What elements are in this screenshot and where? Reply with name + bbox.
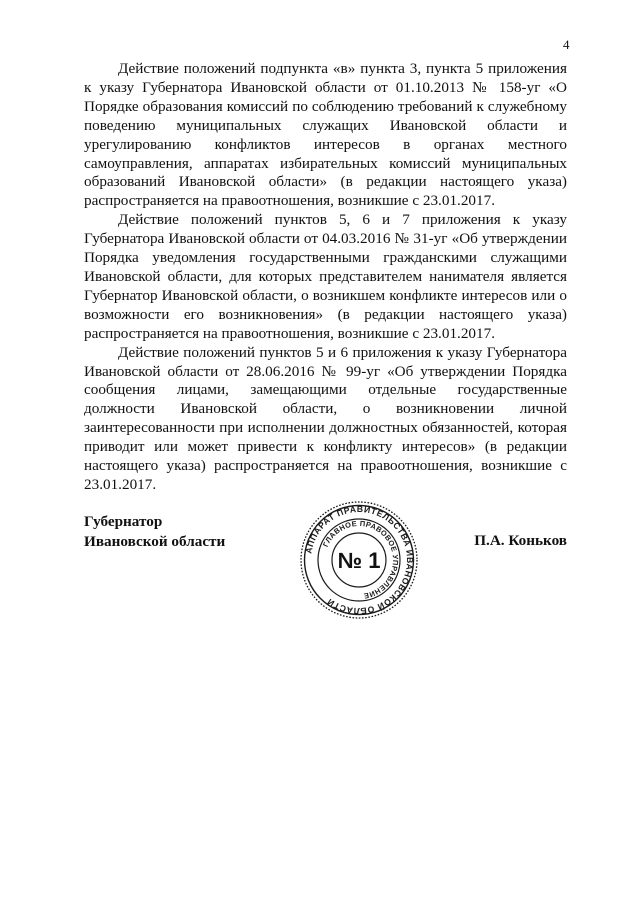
document-body [84,60,567,495]
seal-outer-text: АППАРАТ ПРАВИТЕЛЬСТВА ИВАНОВСКОЙ ОБЛАСТИ [303,503,416,617]
paragraph-3: Действие положений пунктов 5 и 6 приложения к указу Губернатора Ивановской области от 28.06.2016 № 99-уг «Об утверждении Порядка сообщения лицами, замещающими отдельные государственные должности Ивановской области, о возникновении личной заинтересованности при исполнении должностных обязанностей, которая приводит или может привести к конфликту интересов» (в редакции настоящего указа) распространяется на правоотношения, возникшие с 23.01.2017. [84,343,567,493]
paragraph-1: Действие положений подпункта «в» пункта 3, пункта 5 приложения к указу Губернатора Ивановской области от 01.10.2013 № 158-уг «О Порядке образования комиссий по соблюдению требований к служебному поведению муниципальных служащих Ивановской области и урегулированию конфликтов интересов в органах местного самоуправления, аппаратах избирательных комиссий муниципальных образований Ивановской области» (в редакции настоящего указа) распространяется на правоотношения, возникшие с 23.01.2017. [84,60,567,210]
signer-name: П.А. Коньков [474,532,567,549]
seal-inner-text: ГЛАВНОЕ ПРАВОВОЕ УПРАВЛЕНИЕ [320,518,401,601]
seal-center-number: № 1 [337,548,381,573]
signer-position [84,512,225,551]
signature-block [84,503,567,622]
page-number: 4 [563,37,570,52]
signer-position-line-1: Губернатор [84,513,163,530]
paragraph-2: Действие положений пунктов 5, 6 и 7 приложения к указу Губернатора Ивановской области от 04.03.2016 № 31-уг «Об утверждении Порядка уведомления государственными гражданскими служащими Ивановской области, для которых представителем нанимателя является Губернатор Ивановской области, о возникшем конфликте интересов или о возможности его возникновения» (в редакции настоящего указа) распространяется на правоотношения, возникшие с 23.01.2017. [84,211,567,342]
official-seal [299,500,419,620]
signer-position-line-2: Ивановской области [84,532,226,550]
